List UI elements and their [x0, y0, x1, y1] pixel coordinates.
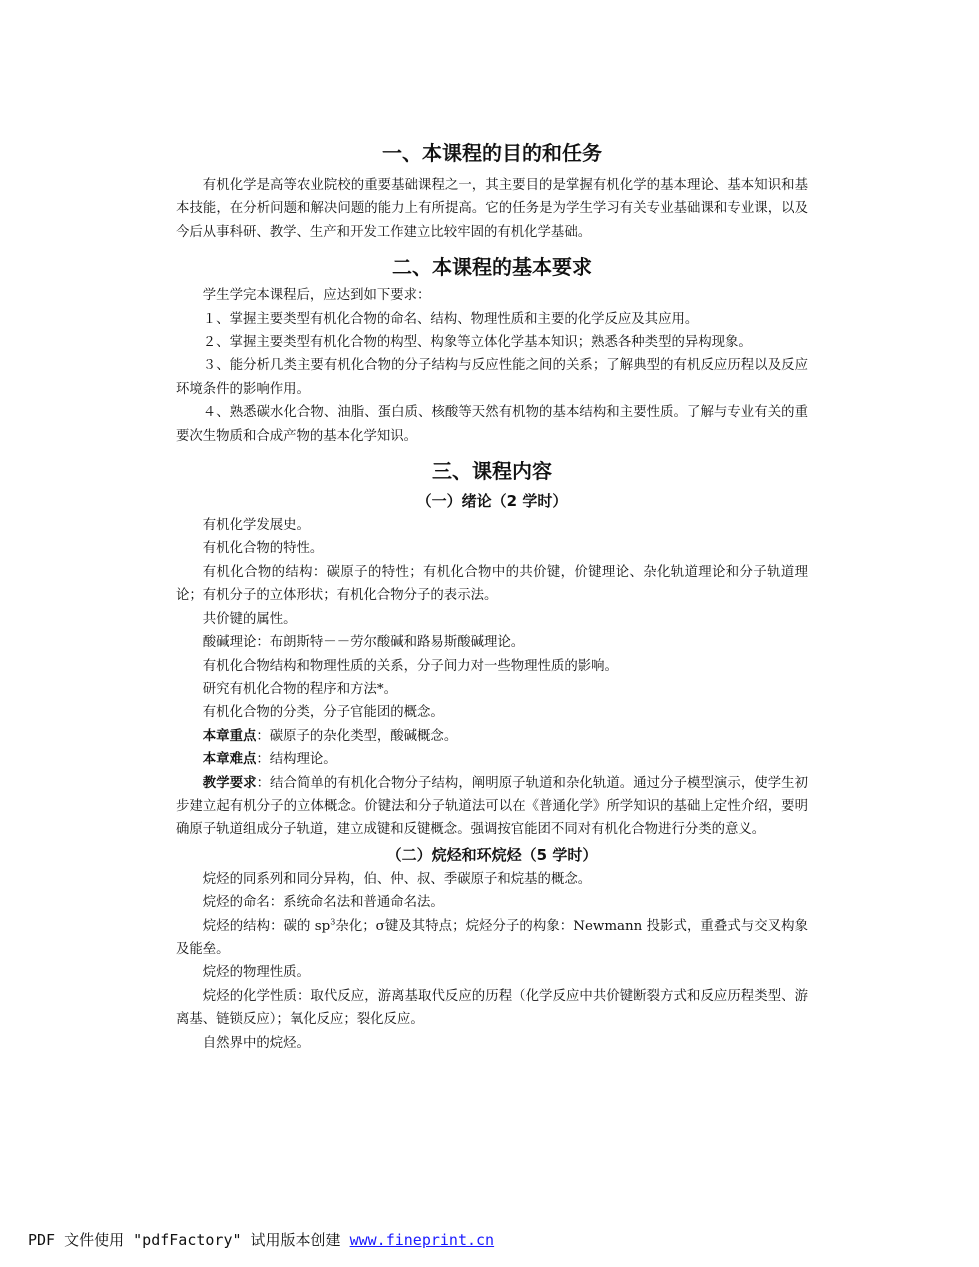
chapter-1-paragraph: 研究有机化合物的程序和方法*。 — [202, 681, 397, 697]
chapter-1-title: （一）绪论（2 学时） — [416, 492, 568, 511]
difficulties-label: 本章难点 — [202, 752, 257, 768]
chapter-1-paragraph: 有机化合物的特性。 — [202, 541, 324, 557]
footer-link[interactable]: www.fineprint.cn — [349, 1231, 495, 1249]
chapter-1-paragraph: 有机化合物的结构：碳原子的特性；有机化合物中的共价键，价键理论、杂化轨道理论和分子轨道理论；有机分子的立体形状；有机化合物分子的表示法。 — [176, 564, 808, 604]
requirement-item: ４、熟悉碳水化合物、油脂、蛋白质、核酸等天然有机物的基本结构和主要性质。了解与专业有关的重要次生物质和合成产物的基本化学知识。 — [176, 405, 808, 444]
teaching-requirements-text: ：结合简单的有机化合物分子结构，阐明原子轨道和杂化轨道。通过分子模型演示，使学生初步建立起有机分子的立体概念。价键法和分子轨道法可以在《普通化学》所学知识的基础上定性介绍，要明确原子轨道组成分子轨道，建立成键和反键概念。强调按官能团不同对有机化合物进行分类的意义。 — [176, 775, 809, 838]
chapter-1-paragraph: 酸碱理论：布朗斯特－－劳尔酸碱和路易斯酸碱理论。 — [202, 635, 525, 651]
section-1-title: 一、本课程的目的和任务 — [382, 141, 602, 165]
section-1-paragraph: 有机化学是高等农业院校的重要基础课程之一，其主要目的是掌握有机化学的基本理论、基本知识和基本技能，在分析问题和解决问题的能力上有所提高。它的任务是为学生学习有关专业基础课和专业课，以及今后从事科研、教学、生产和开发工作建立比较牢固的有机化学基础。 — [176, 178, 808, 240]
key-points-label: 本章重点 — [202, 728, 257, 744]
section-3-title: 三、课程内容 — [432, 459, 552, 484]
chapter-key-points — [176, 725, 808, 748]
difficulties-text: ：结构理论。 — [256, 752, 337, 768]
chapter-2-paragraph: 烷烃的同系列和同分异构，伯、仲、叔、季碳原子和烷基的概念。 — [202, 871, 592, 887]
chapter-difficulties — [176, 748, 808, 771]
footer-text: PDF 文件使用 "pdfFactory" 试用版本创建 — [28, 1231, 350, 1249]
chapter-1-paragraph: 有机化学发展史。 — [202, 518, 310, 534]
chapter-2-paragraph: 自然界中的烷烃。 — [202, 1035, 310, 1051]
teaching-requirements-label: 教学要求 — [202, 775, 257, 791]
pdf-footer — [28, 1229, 494, 1250]
chapter-2-paragraph: 烷烃的命名：系统命名法和普通命名法。 — [202, 895, 444, 911]
document-page — [176, 136, 808, 1055]
superscript: 3 — [330, 917, 336, 927]
chapter-1-paragraph: 共价键的属性。 — [202, 611, 297, 627]
chapter-2-paragraph: 烷烃的化学性质：取代反应，游离基取代反应的历程（化学反应中共价键断裂方式和反应历程类型、游离基、链锁反应）；氧化反应；裂化反应。 — [176, 988, 808, 1028]
chapter-1-paragraph: 有机化合物结构和物理性质的关系，分子间力对一些物理性质的影响。 — [202, 658, 618, 674]
chapter-teaching-requirements — [176, 772, 808, 842]
chapter-2-paragraph — [176, 915, 808, 962]
chapter-2-paragraph: 烷烃的物理性质。 — [202, 965, 310, 981]
alkane-structure-text-b: 杂化；σ键及其特点；烷烃分子的构象：Newmann 投影式，重叠式与交叉构象及能垒。 — [176, 918, 808, 957]
requirement-item: １、掌握主要类型有机化合物的命名、结构、物理性质和主要的化学反应及其应用。 — [202, 311, 699, 327]
alkane-structure-text-a: 烷烃的结构：碳的 sp — [202, 918, 331, 934]
key-points-text: ：碳原子的杂化类型，酸碱概念。 — [256, 728, 458, 744]
section-2-intro: 学生学完本课程后，应达到如下要求： — [202, 288, 431, 304]
requirement-item: ３、能分析几类主要有机化合物的分子结构与反应性能之间的关系；了解典型的有机反应历程以及反应环境条件的影响作用。 — [176, 358, 808, 397]
chapter-1-paragraph: 有机化合物的分类，分子官能团的概念。 — [202, 705, 444, 721]
section-2-title: 二、本课程的基本要求 — [392, 255, 592, 280]
requirement-item: ２、掌握主要类型有机化合物的构型、构象等立体化学基本知识；熟悉各种类型的异构现象。 — [202, 335, 752, 351]
chapter-2-title: （二）烷烃和环烷烃（5 学时） — [386, 845, 598, 864]
